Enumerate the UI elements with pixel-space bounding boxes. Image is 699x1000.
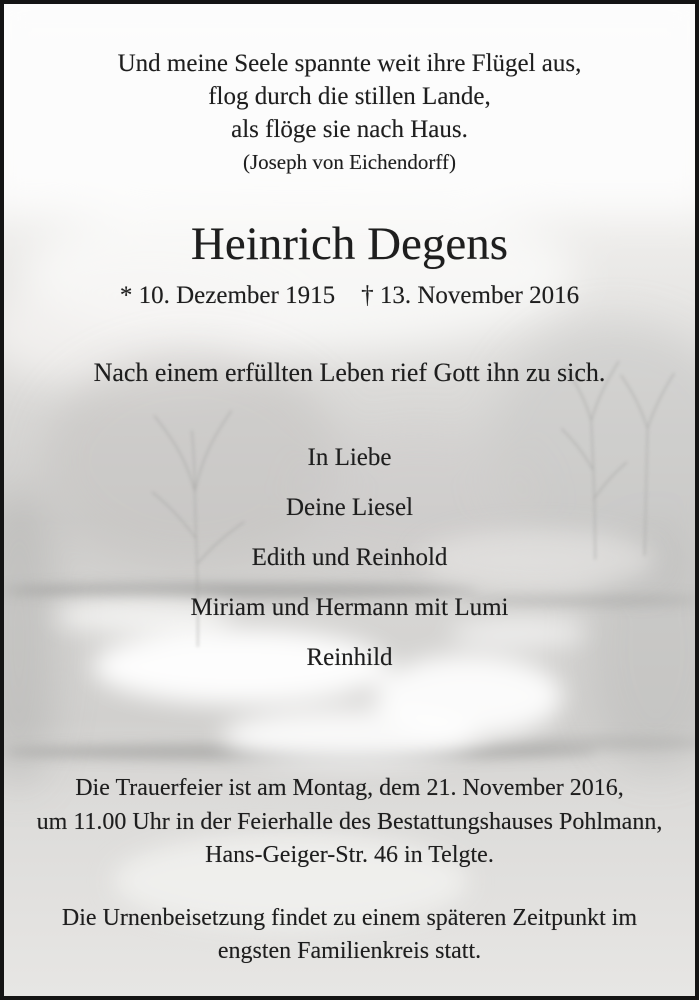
poem-attribution: (Joseph von Eichendorff) (242, 150, 457, 174)
burial-details (4, 902, 695, 968)
burial-line-2: engsten Familienkreis statt. (217, 938, 482, 964)
poem-line-2: flog durch die stillen Lande, (208, 83, 491, 110)
life-dates (4, 280, 695, 312)
birth-date: * 10. Dezember 1915 (119, 282, 336, 309)
notice-content (4, 4, 695, 996)
mourner-name-4: Reinhild (306, 644, 393, 671)
mourners (4, 445, 695, 695)
mourners-intro: In Liebe (307, 444, 392, 471)
mourner-name-2: Edith und Reinhold (251, 544, 448, 571)
poem (4, 47, 695, 178)
funeral-line-2: um 11.00 Uhr in der Feierhalle des Bestattungshauses Pohlmann, (36, 808, 663, 835)
poem-line-1: Und meine Seele spannte weit ihre Flügel aus, (117, 50, 582, 77)
death-date: † 13. November 2016 (361, 282, 580, 309)
funeral-details (4, 772, 695, 873)
mourner-name-1: Deine Liesel (285, 494, 414, 521)
tribute-line: Nach einem erfüllten Leben rief Gott ihn zu sich. (93, 358, 606, 387)
deceased-name: Heinrich Degens (190, 218, 509, 270)
poem-line-3: als flöge sie nach Haus. (231, 116, 468, 143)
mourner-name-3: Miriam und Hermann mit Lumi (190, 594, 509, 621)
burial-line-1: Die Urnenbeisetzung findet zu einem späteren Zeitpunkt im (61, 905, 638, 931)
funeral-line-1: Die Trauerfeier ist am Montag, dem 21. November 2016, (75, 775, 624, 801)
funeral-line-3: Hans-Geiger-Str. 46 in Telgte. (205, 842, 494, 868)
